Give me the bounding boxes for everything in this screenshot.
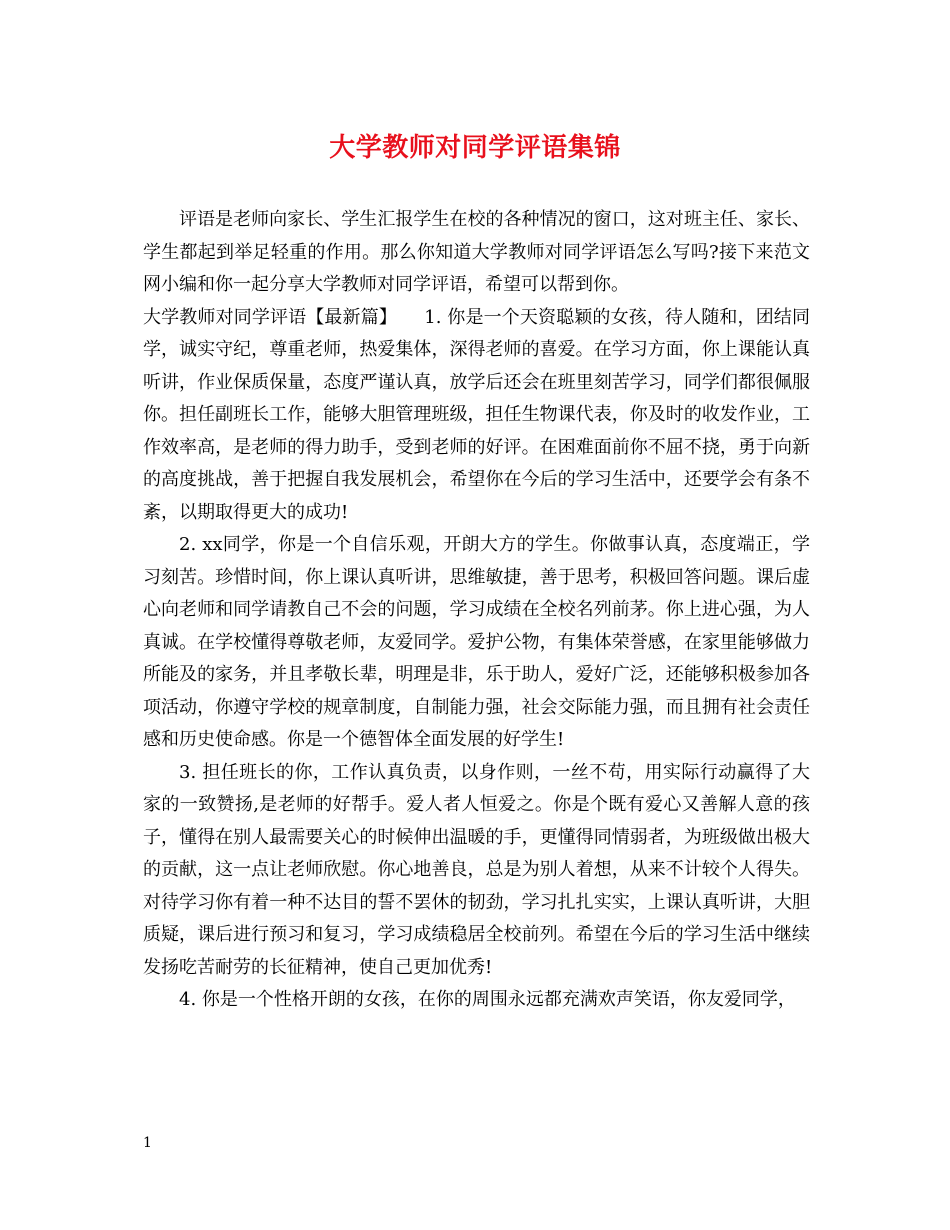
- document-title: 大学教师对同学评语集锦: [329, 133, 621, 163]
- comment-paragraph-2: 2. xx同学，你是一个自信乐观，开朗大方的学生。你做事认真，态度端正，学习刻苦。珍惜时间，你上课认真听讲，思维敏捷，善于思考，积极回答问题。课后虚心向老师和同学请教自己不会的问题，学习成绩在全校名列前茅。你上进心强，为人真诚。在学校懂得尊敬老师，友爱同学。爱护公物，有集体荣誉感，在家里能够做力所能及的家务，并且孝敬长辈，明理是非，乐于助人，爱好广泛，还能够积极参加各项活动，你遵守学校的规章制度，自制能力强，社会交际能力强，而且拥有社会责任感和历史使命感。你是一个德智体全面发展的好学生!: [143, 534, 810, 750]
- comment-paragraph-1: 大学教师对同学评语【最新篇】 1. 你是一个天资聪颖的女孩，待人随和，团结同学，诚实守纪，尊重老师，热爱集体，深得老师的喜爱。在学习方面，你上课能认真听讲，作业保质保量，态度严谨认真，放学后还会在班里刻苦学习，同学们都很佩服你。担任副班长工作，能够大胆管理班级，担任生物课代表，你及时的收发作业，工作效率高，是老师的得力助手，受到老师的好评。在困难面前你不屈不挠，勇于向新的高度挑战，善于把握自我发展机会，希望你在今后的学习生活中，还要学会有条不紊，以期取得更大的成功!: [143, 306, 810, 523]
- comment-paragraph-4: 4. 你是一个性格开朗的女孩，在你的周围永远都充满欢声笑语，你友爱同学，: [179, 989, 796, 1010]
- document-body: [143, 204, 810, 1017]
- page-number: 1: [143, 1135, 152, 1151]
- intro-paragraph: 评语是老师向家长、学生汇报学生在校的各种情况的窗口，这对班主任、家长、学生都起到举足轻重的作用。那么你知道大学教师对同学评语怎么写吗?接下来范文网小编和你一起分享大学教师对同学评语，希望可以帮到你。: [143, 209, 810, 295]
- comment-paragraph-3: 3. 担任班长的你，工作认真负责，以身作则，一丝不苟，用实际行动赢得了大家的一致赞扬,是老师的好帮手。爱人者人恒爱之。你是个既有爱心又善解人意的孩子，懂得在别人最需要关心的时候伸出温暖的手，更懂得同情弱者，为班级做出极大的贡献，这一点让老师欣慰。你心地善良，总是为别人着想，从来不计较个人得失。对待学习你有着一种不达目的誓不罢休的韧劲，学习扎扎实实，上课认真听讲，大胆质疑，课后进行预习和复习，学习成绩稳居全校前列。希望在今后的学习生活中继续发扬吃苦耐劳的长征精神，使自己更加优秀!: [143, 761, 810, 978]
